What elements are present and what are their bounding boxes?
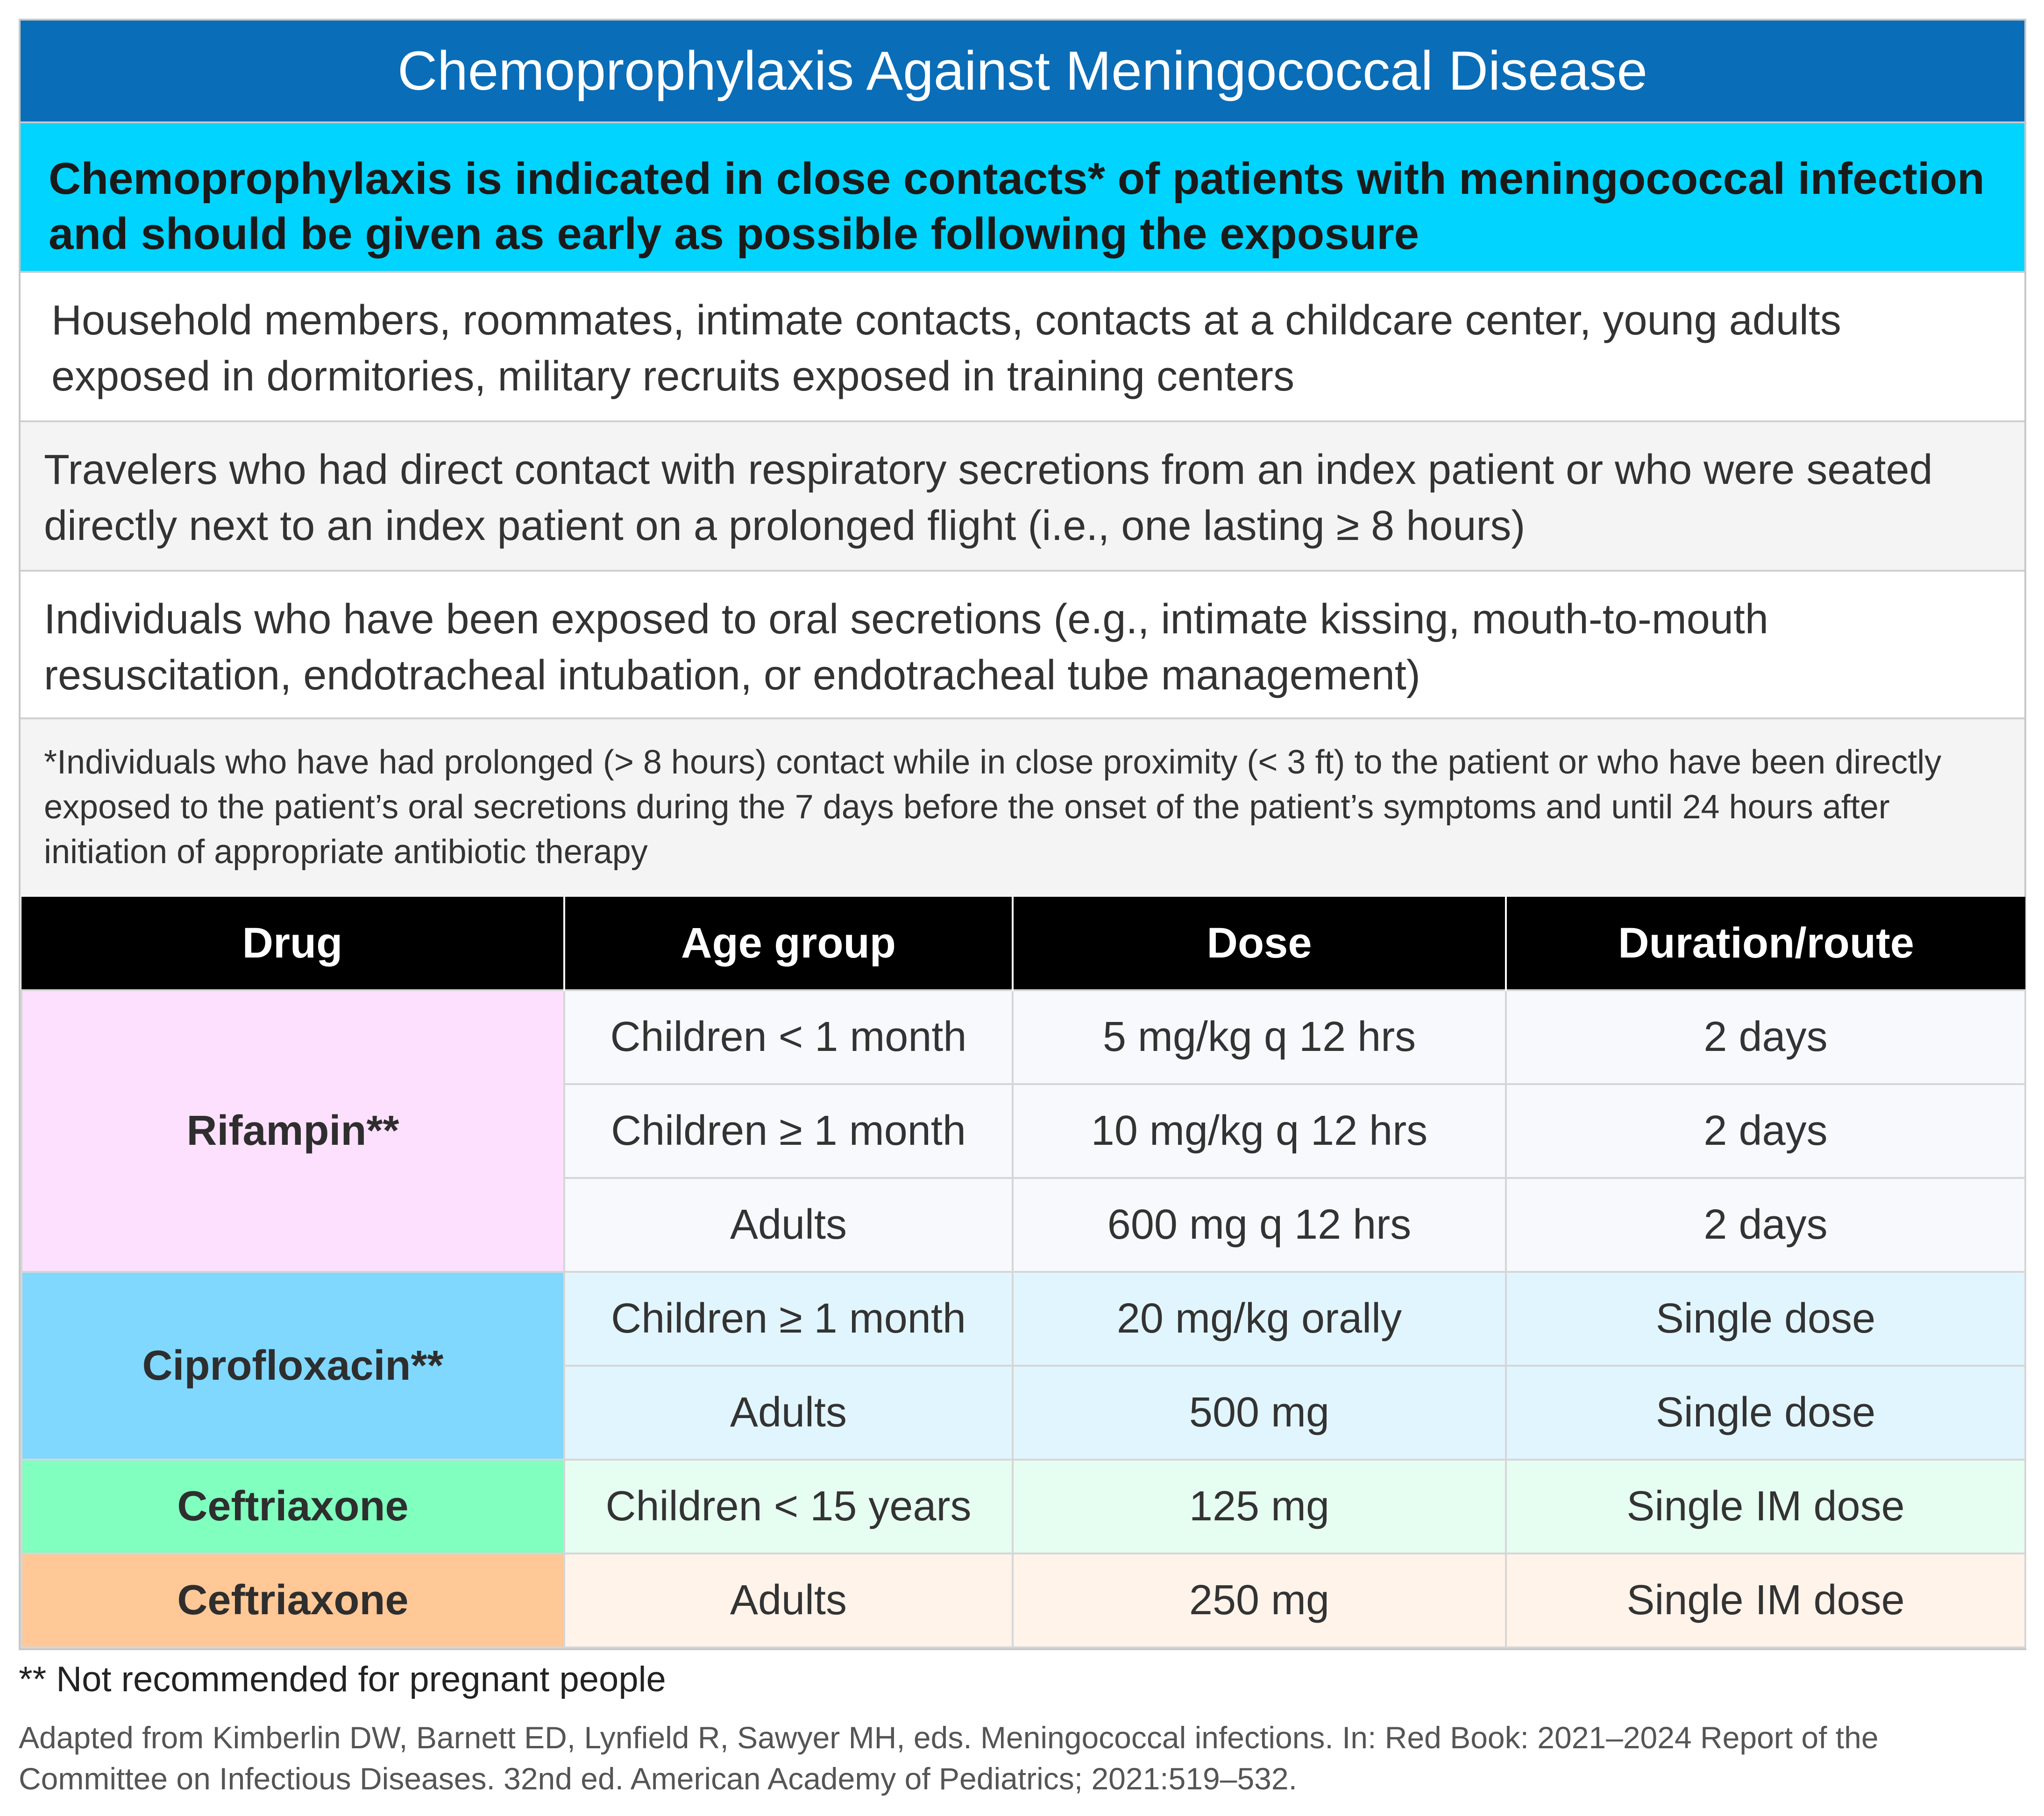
dose-cell: 20 mg/kg orally [1013,1272,1506,1366]
age-group-cell: Adults [564,1366,1013,1460]
table-row [21,1272,2025,1366]
dose-cell: 125 mg [1013,1460,1506,1554]
age-group-cell: Children ≥ 1 month [564,1272,1013,1366]
age-group-cell: Adults [564,1554,1013,1647]
dose-cell: 600 mg q 12 hrs [1013,1178,1506,1272]
dose-cell: 10 mg/kg q 12 hrs [1013,1084,1506,1178]
duration-cell: 2 days [1506,990,2025,1084]
page-title: Chemoprophylaxis Against Meningococcal Disease [21,21,2024,123]
duration-cell: Single IM dose [1506,1554,2025,1647]
age-group-cell: Adults [564,1178,1013,1272]
dose-cell: 250 mg [1013,1554,1506,1647]
contact-group-household: Household members, roommates, intimate contacts, contacts at a childcare center, young adults exposed in dormitories, military recruits exposed in training centers [21,273,2024,422]
table-row [21,1460,2025,1554]
duration-cell: Single dose [1506,1366,2025,1460]
close-contact-definition: *Individuals who have had prolonged (> 8 hours) contact while in close proximity (< 3 ft) to the patient or who have been directly exposed to the patient’s oral secretions during the 7 days before the onset of the patient’s symptoms and until 24 hours after initiation of appropriate antibiotic therapy [21,719,2024,897]
header-dose: Dose [1013,897,1506,990]
contact-group-oral-secretions: Individuals who have been exposed to oral secretions (e.g., intimate kissing, mouth-to-mouth resuscitation, endotracheal intubation, or endotracheal tube management) [21,572,2024,719]
age-group-cell: Children < 1 month [564,990,1013,1084]
dose-cell: 5 mg/kg q 12 hrs [1013,990,1506,1084]
drug-ciprofloxacin: Ciprofloxacin** [21,1272,564,1460]
table-row [21,990,2025,1084]
drug-rifampin: Rifampin** [21,990,564,1272]
contact-group-travelers: Travelers who had direct contact with respiratory secretions from an index patient or who were seated directly next to an index patient on a prolonged flight (i.e., one lasting ≥ 8 hours) [21,422,2024,572]
duration-cell: 2 days [1506,1178,2025,1272]
table-header-row [21,897,2025,990]
header-age-group: Age group [564,897,1013,990]
table-row [21,1554,2025,1647]
source-citation: Adapted from Kimberlin DW, Barnett ED, Lynfield R, Sawyer MH, eds. Meningococcal infections. In: Red Book: 2021–2024 Report of the Committee on Infectious Diseases. 32nd ed. American Academy of Pediatrics; 2021:519–532. [19,1720,1879,1796]
header-drug: Drug [21,897,564,990]
pregnancy-note: ** Not recommended for pregnant people [19,1660,666,1699]
indication-banner: Chemoprophylaxis is indicated in close contacts* of patients with meningococcal infection and should be given as early as possible following the exposure [21,123,2024,273]
duration-cell: Single IM dose [1506,1460,2025,1554]
chemoprophylaxis-card [19,19,2026,1650]
drug-ceftriaxone-children: Ceftriaxone [21,1460,564,1554]
age-group-cell: Children < 15 years [564,1460,1013,1554]
dose-cell: 500 mg [1013,1366,1506,1460]
header-duration-route: Duration/route [1506,897,2025,990]
duration-cell: 2 days [1506,1084,2025,1178]
duration-cell: Single dose [1506,1272,2025,1366]
drug-ceftriaxone-adults: Ceftriaxone [21,1554,564,1647]
age-group-cell: Children ≥ 1 month [564,1084,1013,1178]
dosing-table [21,897,2026,1648]
